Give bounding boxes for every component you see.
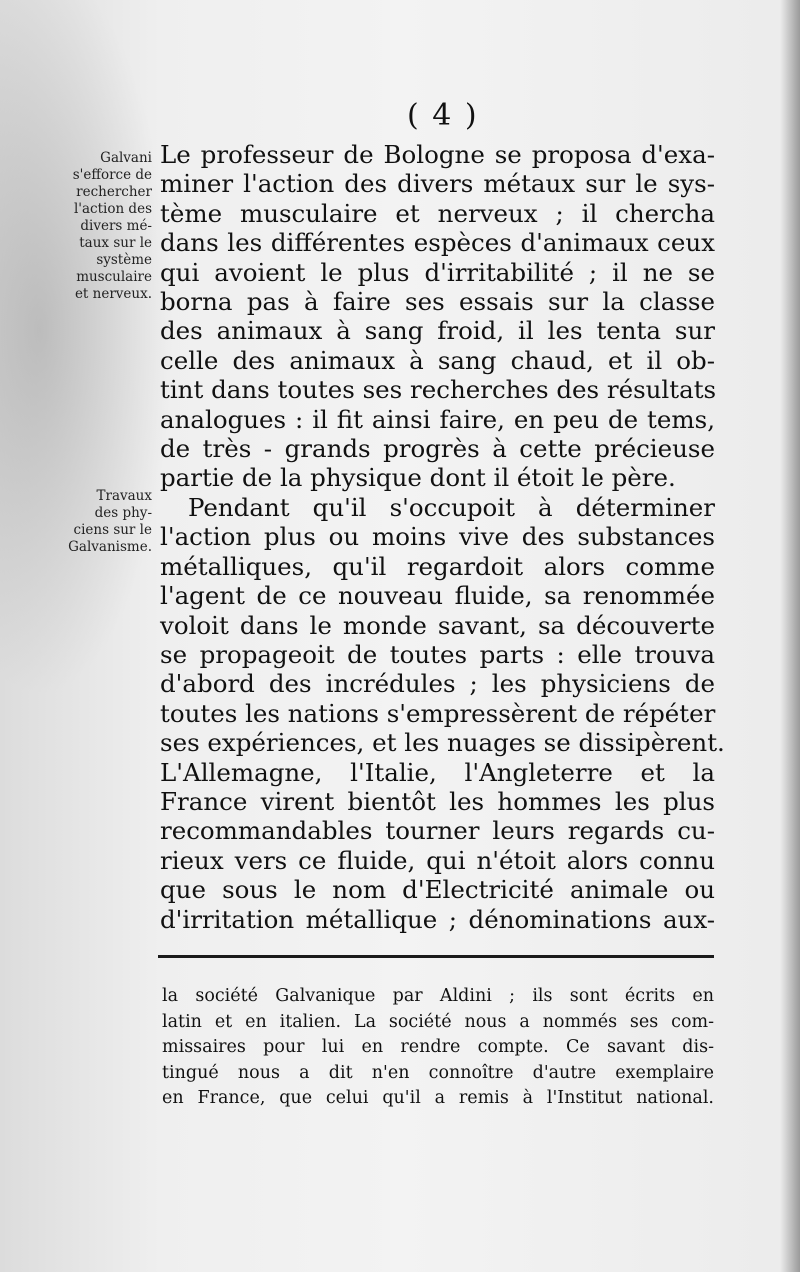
text-line: Pendant qu'il s'occupoit à déterminer	[188, 492, 715, 522]
margin-note-line: Travaux	[96, 488, 152, 504]
text-line: d'abord des incrédules ; les physiciens de	[160, 669, 715, 699]
margin-note-line: musculaire	[76, 269, 152, 285]
text-line: métalliques, qu'il regardoit alors comme	[160, 551, 715, 581]
margin-note-line: ciens sur le	[73, 522, 152, 538]
text-line: voloit dans le monde savant, sa découverte	[160, 610, 715, 640]
text-line: borna pas à faire ses essais sur la classe	[160, 287, 715, 317]
margin-note-line: Galvanisme.	[68, 539, 152, 555]
text-line: analogues : il fit ainsi faire, en peu de tems,	[160, 404, 715, 434]
footnote-line: la société Galvanique par Aldini ; ils sont écrits en	[162, 986, 714, 1006]
margin-note-galvani	[32, 150, 152, 303]
footnote-divider	[158, 955, 714, 958]
text-line: L'Allemagne, l'Italie, l'Angleterre et la	[160, 757, 715, 787]
text-line: tème musculaire et nerveux ; il chercha	[160, 198, 715, 228]
margin-note-line: Galvani	[100, 150, 152, 166]
margin-note-line: rechercher	[76, 184, 152, 200]
margin-note-line: divers mé-	[80, 218, 152, 234]
page-number: ( 4 )	[407, 98, 479, 133]
margin-note-line: s'efforce de	[72, 167, 152, 183]
text-line: dans les différentes espèces d'animaux ceux	[160, 228, 715, 258]
text-line: des animaux à sang froid, il les tenta sur	[160, 316, 715, 346]
text-line: d'irritation métallique ; dénominations aux-	[160, 904, 715, 934]
text-line: tint dans toutes ses recherches des résultats	[160, 375, 717, 405]
text-line: partie de la physique dont il étoit le père.	[160, 463, 676, 493]
margin-note-line: l'action des	[73, 201, 152, 217]
text-line: Le professeur de Bologne se proposa d'exa-	[160, 140, 715, 169]
text-line: l'action plus ou moins vive des substances	[160, 522, 715, 552]
text-line: miner l'action des divers métaux sur le sys-	[160, 169, 715, 199]
margin-note-travaux	[32, 488, 152, 556]
margin-note-line: système	[96, 252, 152, 268]
margin-note-line: taux sur le	[79, 235, 152, 251]
text-line: recommandables tourner leurs regards cu-	[160, 816, 715, 846]
text-line: toutes les nations s'empressèrent de répéter	[160, 698, 716, 728]
text-line: qui avoient le plus d'irritabilité ; il ne se	[160, 257, 715, 287]
text-line: l'agent de ce nouveau fluide, sa renommée	[160, 581, 715, 611]
text-line: que sous le nom d'Electricité animale ou	[160, 875, 715, 905]
text-line: celle des animaux à sang chaud, et il ob-	[160, 345, 715, 375]
text-line: se propageoit de toutes parts : elle trouva	[160, 639, 715, 669]
footnote-line: tingué nous a dit n'en connoître d'autre exemplaire	[162, 1062, 714, 1083]
footnote	[162, 984, 714, 1112]
footnote-line: missaires pour lui en rendre compte. Ce savant dis-	[162, 1037, 714, 1058]
footnote-line: en France, que celui qu'il a remis à l'Institut national.	[162, 1088, 714, 1109]
text-line: de très - grands progrès à cette précieuse	[160, 434, 715, 464]
footnote-line: latin et en italien. La société nous a nommés ses com-	[162, 1011, 714, 1032]
main-text-body	[160, 140, 725, 934]
text-line: France virent bientôt les hommes les plus	[160, 786, 715, 816]
margin-note-line: des phy-	[94, 505, 152, 521]
text-line: ses expériences, et les nuages se dissipèrent.	[160, 728, 725, 758]
margin-note-line: et nerveux.	[74, 286, 152, 302]
text-line: rieux vers ce fluide, qui n'étoit alors connu	[160, 845, 715, 875]
